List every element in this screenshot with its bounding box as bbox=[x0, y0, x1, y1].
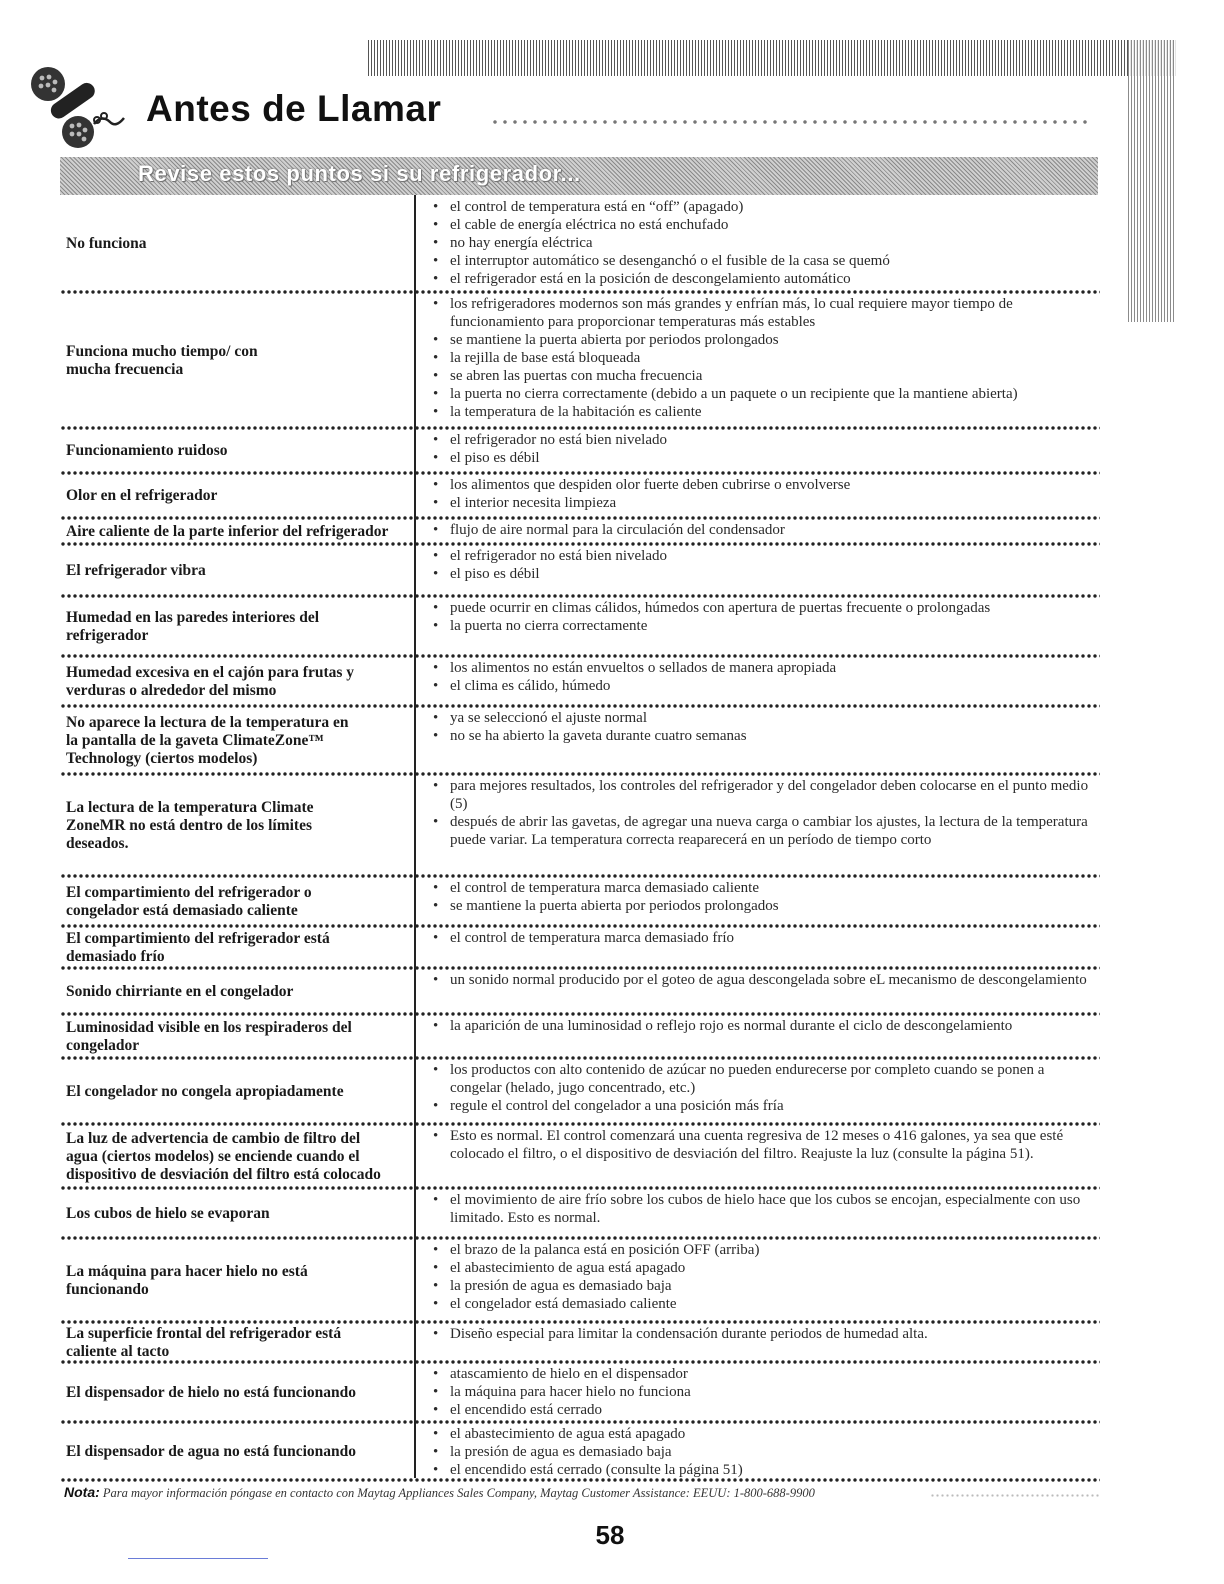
solution-item: • el refrigerador no está bien nivelado bbox=[430, 431, 1095, 449]
row-separator bbox=[60, 924, 1100, 928]
problem-text: Aire caliente de la parte inferior del refrigerador bbox=[66, 522, 389, 540]
problem-text: deseados. bbox=[66, 834, 129, 852]
solution-item: • la máquina para hacer hielo no funciona bbox=[430, 1383, 1095, 1401]
solution-item: • el movimiento de aire frío sobre los cubos de hielo hace que los cubos se encojan, especialmente con uso limitado. Esto es normal. bbox=[430, 1191, 1095, 1227]
solution-item: • la presión de agua es demasiado baja bbox=[430, 1277, 1095, 1295]
solution-item: • el abastecimiento de agua está apagado bbox=[430, 1425, 1095, 1443]
row-separator bbox=[60, 1186, 1100, 1190]
solution-item: • Esto es normal. El control comenzará una cuenta regresiva de 12 meses o 416 galones, ya sea que esté colocado el filtro, o el dispositivo de desviación del filtro. Reajuste la luz (consulte la página 51). bbox=[430, 1127, 1095, 1163]
solution-list bbox=[430, 431, 1095, 467]
problem-text: El compartimiento del refrigerador o bbox=[66, 883, 312, 901]
problem-text: congelador está demasiado caliente bbox=[66, 901, 298, 919]
problem-cell bbox=[66, 1061, 414, 1122]
solution-item: • el encendido está cerrado (consulte la página 51) bbox=[430, 1461, 1095, 1479]
row-separator bbox=[60, 1056, 1100, 1060]
table-row bbox=[60, 1241, 1100, 1320]
problem-text: Sonido chirriante en el congelador bbox=[66, 982, 294, 1000]
solution-item: • el piso es débil bbox=[430, 565, 1095, 583]
phone-handset-icon bbox=[22, 62, 130, 152]
table-row bbox=[60, 547, 1100, 594]
solution-item: • se abren las puertas con mucha frecuencia bbox=[430, 367, 1095, 385]
solution-item: • la puerta no cierra correctamente bbox=[430, 617, 1095, 635]
problem-text: Humedad excesiva en el cajón para frutas y bbox=[66, 663, 355, 681]
solution-list bbox=[430, 476, 1095, 512]
problem-cell bbox=[66, 198, 414, 290]
problem-text: El dispensador de agua no está funcionando bbox=[66, 1442, 356, 1460]
row-separator bbox=[60, 1320, 1100, 1324]
footer-rule bbox=[128, 1558, 268, 1559]
row-separator bbox=[60, 654, 1100, 658]
problem-text: Humedad en las paredes interiores del bbox=[66, 608, 320, 626]
row-separator bbox=[60, 1478, 1100, 1482]
solution-list bbox=[430, 1017, 1095, 1035]
table-row bbox=[60, 1127, 1100, 1186]
problem-text: refrigerador bbox=[66, 626, 149, 644]
row-separator bbox=[60, 426, 1100, 430]
section-banner bbox=[60, 157, 1098, 195]
table-row bbox=[60, 295, 1100, 426]
solution-list bbox=[430, 599, 1095, 635]
table-row bbox=[60, 521, 1100, 542]
problem-text: El compartimiento del refrigerador está bbox=[66, 929, 330, 947]
problem-cell bbox=[66, 659, 414, 704]
row-separator bbox=[60, 1122, 1100, 1126]
solution-item: • puede ocurrir en climas cálidos, húmedos con apertura de puertas frecuente o prolongadas bbox=[430, 599, 1095, 617]
solution-item: • la aparición de una luminosidad o reflejo rojo es normal durante el ciclo de descongelamiento bbox=[430, 1017, 1095, 1035]
problem-cell bbox=[66, 1425, 414, 1478]
table-row bbox=[60, 1325, 1100, 1360]
solution-list bbox=[430, 1365, 1095, 1419]
problem-cell bbox=[66, 295, 414, 426]
problem-cell bbox=[66, 1241, 414, 1320]
solution-item: • los productos con alto contenido de azúcar no pueden endurecerse por completo cuando se ponen a congelar (helado, jugo concentrado, etc.) bbox=[430, 1061, 1095, 1097]
problem-text: Luminosidad visible en los respiraderos del bbox=[66, 1018, 352, 1036]
footnote-label: Nota: bbox=[64, 1484, 100, 1500]
solution-item: • el cable de energía eléctrica no está enchufado bbox=[430, 216, 1095, 234]
problem-text: Olor en el refrigerador bbox=[66, 487, 218, 504]
solution-item: • ya se seleccionó el ajuste normal bbox=[430, 709, 1095, 727]
problem-cell bbox=[66, 476, 414, 516]
problem-cell bbox=[66, 1191, 414, 1236]
problem-cell bbox=[66, 1127, 414, 1186]
solution-list bbox=[430, 777, 1095, 849]
problem-cell bbox=[66, 971, 414, 1012]
table-row bbox=[60, 929, 1100, 966]
problem-cell bbox=[66, 1325, 414, 1360]
problem-cell bbox=[66, 521, 414, 542]
table-row bbox=[60, 1365, 1100, 1420]
problem-text: congelador bbox=[66, 1036, 140, 1054]
problem-cell bbox=[66, 777, 414, 874]
row-separator bbox=[60, 1360, 1100, 1364]
solution-item: • el interruptor automático se desenganchó o el fusible de la casa se quemó bbox=[430, 252, 1095, 270]
solution-item: • la temperatura de la habitación es caliente bbox=[430, 403, 1095, 421]
solution-item: • no hay energía eléctrica bbox=[430, 234, 1095, 252]
problem-text: La máquina para hacer hielo no está bbox=[66, 1262, 308, 1280]
page-title: Antes de Llamar bbox=[146, 88, 442, 129]
solution-list bbox=[430, 521, 1095, 539]
solution-item: • los alimentos no están envueltos o sellados de manera apropiada bbox=[430, 659, 1095, 677]
solution-list bbox=[430, 1127, 1095, 1163]
solution-item: • el refrigerador no está bien nivelado bbox=[430, 547, 1095, 565]
page-number: 58 bbox=[595, 1520, 625, 1550]
problem-text: Funciona mucho tiempo/ con bbox=[66, 342, 258, 360]
solution-list bbox=[430, 1325, 1095, 1343]
problem-text: Funcionamiento ruidoso bbox=[66, 442, 228, 459]
table-row bbox=[60, 599, 1100, 654]
table-row bbox=[60, 879, 1100, 924]
solution-list bbox=[430, 1241, 1095, 1313]
solution-item: • el refrigerador está en la posición de descongelamiento automático bbox=[430, 270, 1095, 288]
row-separator bbox=[60, 1012, 1100, 1016]
row-separator bbox=[60, 966, 1100, 970]
table-row bbox=[60, 1017, 1100, 1056]
problem-text: El refrigerador vibra bbox=[66, 561, 206, 579]
problem-text: mucha frecuencia bbox=[66, 360, 184, 378]
problem-text: La luz de advertencia de cambio de filtro del bbox=[66, 1129, 361, 1147]
solution-list bbox=[430, 929, 1095, 947]
solution-item: • se mantiene la puerta abierta por periodos prolongados bbox=[430, 331, 1095, 349]
problem-text: No aparece la lectura de la temperatura en bbox=[66, 713, 349, 731]
banner-text: Revise estos puntos si su refrigerador... bbox=[138, 161, 581, 186]
table-row bbox=[60, 709, 1100, 772]
problem-text: caliente al tacto bbox=[66, 1342, 170, 1360]
problem-text: El dispensador de hielo no está funcionando bbox=[66, 1383, 356, 1401]
problem-cell bbox=[66, 709, 414, 772]
solution-item: • el congelador está demasiado caliente bbox=[430, 1295, 1095, 1313]
row-separator bbox=[60, 772, 1100, 776]
problem-text: funcionando bbox=[66, 1280, 149, 1298]
problem-text: la pantalla de la gaveta ClimateZone™ bbox=[66, 731, 324, 749]
row-separator bbox=[60, 874, 1100, 878]
title-leader-dots bbox=[490, 118, 1090, 126]
problem-cell bbox=[66, 929, 414, 966]
problem-text: La superficie frontal del refrigerador está bbox=[66, 1324, 342, 1342]
row-separator bbox=[60, 516, 1100, 520]
problem-cell bbox=[66, 1017, 414, 1056]
solution-list bbox=[430, 659, 1095, 695]
solution-list bbox=[430, 1425, 1095, 1479]
problem-cell bbox=[66, 1365, 414, 1420]
problem-text: La lectura de la temperatura Climate bbox=[66, 798, 314, 816]
solution-item: • el control de temperatura marca demasiado caliente bbox=[430, 879, 1095, 897]
problem-text: demasiado frío bbox=[66, 947, 165, 965]
header-stripe bbox=[368, 40, 1176, 76]
table-row bbox=[60, 1061, 1100, 1122]
solution-item: • el control de temperatura está en “off” (apagado) bbox=[430, 198, 1095, 216]
solution-item: • el piso es débil bbox=[430, 449, 1095, 467]
table-row bbox=[60, 971, 1100, 1012]
row-separator bbox=[60, 471, 1100, 475]
solution-item: • después de abrir las gavetas, de agregar una nueva carga o cambiar los ajustes, la lectura de la temperatura puede variar. La temperatura correcta reaparecerá en un período de tiempo corto bbox=[430, 813, 1095, 849]
solution-item: • se mantiene la puerta abierta por periodos prolongados bbox=[430, 897, 1095, 915]
problem-text: agua (ciertos modelos) se enciende cuando el bbox=[66, 1147, 360, 1165]
solution-item: • para mejores resultados, los controles del refrigerador y del congelador deben colocarse en el punto medio (5) bbox=[430, 777, 1095, 813]
table-row bbox=[60, 659, 1100, 704]
solution-item: • el interior necesita limpieza bbox=[430, 494, 1095, 512]
table-row bbox=[60, 1191, 1100, 1236]
row-separator bbox=[60, 1420, 1100, 1424]
row-separator bbox=[60, 542, 1100, 546]
solution-list bbox=[430, 1061, 1095, 1115]
solution-item: • los refrigeradores modernos son más grandes y enfrían más, lo cual requiere mayor tiempo de funcionamiento para proporcionar temperaturas más estables bbox=[430, 295, 1095, 331]
solution-list bbox=[430, 547, 1095, 583]
solution-list bbox=[430, 879, 1095, 915]
row-separator bbox=[60, 290, 1100, 294]
footnote-leader-dots bbox=[930, 1494, 1100, 1497]
table-row bbox=[60, 431, 1100, 471]
footnote bbox=[64, 1484, 815, 1501]
problem-text: ZoneMR no está dentro de los límites bbox=[66, 816, 312, 834]
problem-text: dispositivo de desviación del filtro está colocado bbox=[66, 1165, 381, 1183]
solution-item: • no se ha abierto la gaveta durante cuatro semanas bbox=[430, 727, 1095, 745]
table-row bbox=[60, 476, 1100, 516]
row-separator bbox=[60, 704, 1100, 708]
row-separator bbox=[60, 594, 1100, 598]
solution-list bbox=[430, 295, 1095, 421]
problem-text: El congelador no congela apropiadamente bbox=[66, 1082, 344, 1100]
solution-list bbox=[430, 1191, 1095, 1227]
right-margin-rail bbox=[1128, 40, 1176, 322]
problem-cell bbox=[66, 431, 414, 471]
solution-item: • el encendido está cerrado bbox=[430, 1401, 1095, 1419]
problem-text: Los cubos de hielo se evaporan bbox=[66, 1204, 270, 1222]
problem-text: Technology (ciertos modelos) bbox=[66, 749, 258, 767]
problem-cell bbox=[66, 599, 414, 654]
problem-text: verduras o alrededor del mismo bbox=[66, 681, 277, 699]
problem-text: No funciona bbox=[66, 235, 147, 252]
solution-item: • el brazo de la palanca está en posición OFF (arriba) bbox=[430, 1241, 1095, 1259]
row-separator bbox=[60, 1236, 1100, 1240]
solution-list bbox=[430, 971, 1095, 989]
solution-list bbox=[430, 198, 1095, 288]
footnote-text: Para mayor información póngase en contacto con Maytag Appliances Sales Company, Maytag Customer Assistance: EEUU: 1-800-688-9900 bbox=[102, 1486, 815, 1500]
solution-item: • flujo de aire normal para la circulación del condensador bbox=[430, 521, 1095, 539]
solution-item: • la rejilla de base está bloqueada bbox=[430, 349, 1095, 367]
solution-item: • regule el control del congelador a una posición más fría bbox=[430, 1097, 1095, 1115]
problem-cell bbox=[66, 547, 414, 594]
solution-item: • los alimentos que despiden olor fuerte deben cubrirse o envolverse bbox=[430, 476, 1095, 494]
solution-list bbox=[430, 709, 1095, 745]
solution-item: • un sonido normal producido por el goteo de agua descongelada sobre eL mecanismo de descongelamiento bbox=[430, 971, 1095, 989]
table-row bbox=[60, 1425, 1100, 1478]
solution-item: • el abastecimiento de agua está apagado bbox=[430, 1259, 1095, 1277]
solution-item: • Diseño especial para limitar la condensación durante periodos de humedad alta. bbox=[430, 1325, 1095, 1343]
solution-item: • atascamiento de hielo en el dispensador bbox=[430, 1365, 1095, 1383]
table-row bbox=[60, 198, 1100, 290]
solution-item: • la presión de agua es demasiado baja bbox=[430, 1443, 1095, 1461]
problem-cell bbox=[66, 879, 414, 924]
solution-item: • el clima es cálido, húmedo bbox=[430, 677, 1095, 695]
table-row bbox=[60, 777, 1100, 874]
solution-item: • la puerta no cierra correctamente (debido a un paquete o un recipiente que la mantiene abierta) bbox=[430, 385, 1095, 403]
solution-item: • el control de temperatura marca demasiado frío bbox=[430, 929, 1095, 947]
